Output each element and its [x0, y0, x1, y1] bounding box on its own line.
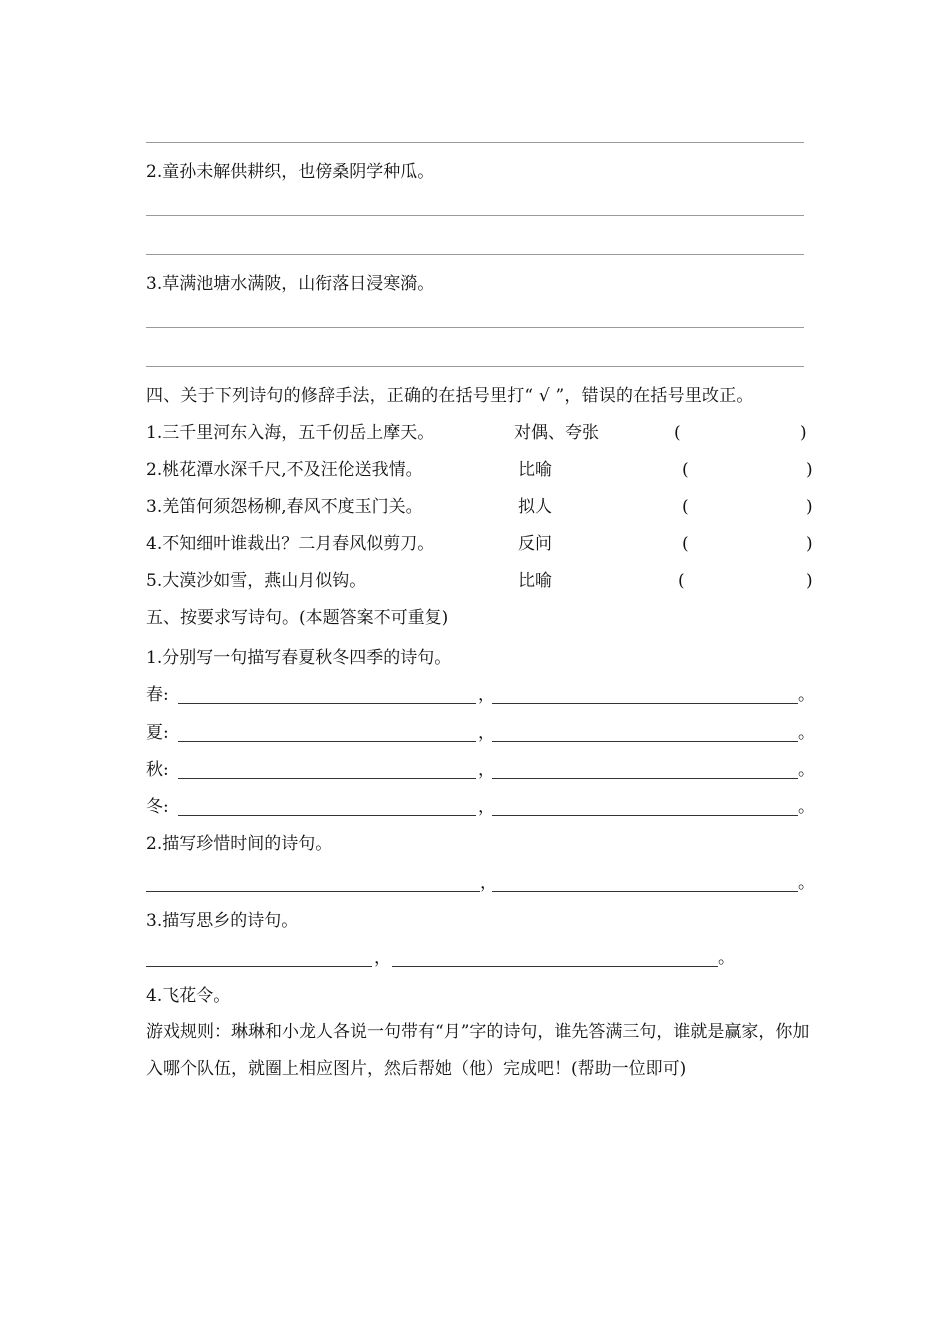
- answer-line[interactable]: [146, 142, 804, 143]
- answer-blank[interactable]: [492, 741, 798, 742]
- open-paren: (: [674, 423, 681, 443]
- rhetoric-device: 比喻: [518, 571, 552, 591]
- rhetoric-item: [146, 459, 826, 481]
- poem-line-2: 2.童孙未解供耕织，也傍桑阴学种瓜。: [146, 162, 435, 182]
- close-paren: ): [806, 497, 813, 517]
- answer-blank[interactable]: [492, 815, 798, 816]
- answer-blank[interactable]: [392, 966, 718, 967]
- poem-line-3: 3.草满池塘水满陂，山衔落日浸寒漪。: [146, 274, 435, 294]
- season-row-autumn: [146, 759, 826, 781]
- question-1: 1.分别写一句描写春夏秋冬四季的诗句。: [146, 648, 452, 668]
- period: 。: [798, 873, 815, 893]
- rhetoric-poem: 3.羌笛何须怨杨柳,春风不度玉门关。: [146, 497, 423, 517]
- close-paren: ): [806, 571, 813, 591]
- time-poem-row: [146, 872, 826, 894]
- answer-line[interactable]: [146, 327, 804, 328]
- homesick-poem-row: [146, 947, 826, 969]
- comma: ，: [478, 760, 495, 780]
- rhetoric-device: 反问: [518, 534, 552, 554]
- rhetoric-poem: 1.三千里河东入海，五千仞岳上摩天。: [146, 423, 435, 443]
- season-row-summer: [146, 722, 826, 744]
- answer-blank[interactable]: [146, 966, 372, 967]
- season-label: 春:: [146, 685, 169, 705]
- section-5-title: 五、按要求写诗句。(本题答案不可重复): [146, 608, 449, 628]
- rhetoric-device: 对偶、夸张: [514, 423, 599, 443]
- answer-blank[interactable]: [178, 815, 476, 816]
- comma: ，: [478, 685, 495, 705]
- question-2: 2.描写珍惜时间的诗句。: [146, 834, 333, 854]
- period: 。: [798, 760, 815, 780]
- comma: ，: [478, 797, 495, 817]
- rhetoric-device: 比喻: [518, 460, 552, 480]
- season-row-spring: [146, 684, 826, 706]
- rhetoric-poem: 2.桃花潭水深千尺,不及汪伦送我情。: [146, 460, 423, 480]
- rhetoric-item: [146, 496, 826, 518]
- rhetoric-item: [146, 422, 826, 444]
- period: 。: [798, 685, 815, 705]
- close-paren: ): [806, 460, 813, 480]
- season-label: 冬:: [146, 797, 169, 817]
- period: 。: [798, 723, 815, 743]
- answer-blank[interactable]: [492, 778, 798, 779]
- rhetoric-device: 拟人: [518, 497, 552, 517]
- season-row-winter: [146, 796, 826, 818]
- answer-blank[interactable]: [492, 703, 798, 704]
- question-4: 4.飞花令。: [146, 986, 231, 1006]
- answer-blank[interactable]: [178, 741, 476, 742]
- period: 。: [798, 797, 815, 817]
- section-4-title: 四、关于下列诗句的修辞手法，正确的在括号里打“ √ ”，错误的在括号里改正。: [146, 386, 754, 406]
- answer-line[interactable]: [146, 215, 804, 216]
- answer-blank[interactable]: [492, 891, 798, 892]
- answer-blank[interactable]: [178, 703, 476, 704]
- comma: ，: [374, 948, 391, 968]
- season-label: 秋:: [146, 760, 169, 780]
- question-3: 3.描写思乡的诗句。: [146, 911, 299, 931]
- open-paren: (: [682, 460, 689, 480]
- rhetoric-poem: 4.不知细叶谁裁出？二月春风似剪刀。: [146, 534, 435, 554]
- comma: ，: [478, 723, 495, 743]
- game-rules: 游戏规则：琳琳和小龙人各说一句带有“月”字的诗句，谁先答满三句，谁就是赢家，你加入哪个队伍，就圈上相应图片，然后帮她（他）完成吧！(帮助一位即可): [146, 1022, 810, 1079]
- close-paren: ): [806, 534, 813, 554]
- rhetoric-item: [146, 570, 826, 592]
- answer-blank[interactable]: [178, 778, 476, 779]
- comma: ，: [480, 873, 497, 893]
- close-paren: ): [800, 423, 807, 443]
- answer-line[interactable]: [146, 366, 804, 367]
- season-label: 夏:: [146, 723, 169, 743]
- open-paren: (: [682, 534, 689, 554]
- open-paren: (: [678, 571, 685, 591]
- answer-line[interactable]: [146, 254, 804, 255]
- rhetoric-poem: 5.大漠沙如雪，燕山月似钩。: [146, 571, 367, 591]
- answer-blank[interactable]: [146, 891, 480, 892]
- period: 。: [718, 948, 735, 968]
- open-paren: (: [682, 497, 689, 517]
- rhetoric-item: [146, 533, 826, 555]
